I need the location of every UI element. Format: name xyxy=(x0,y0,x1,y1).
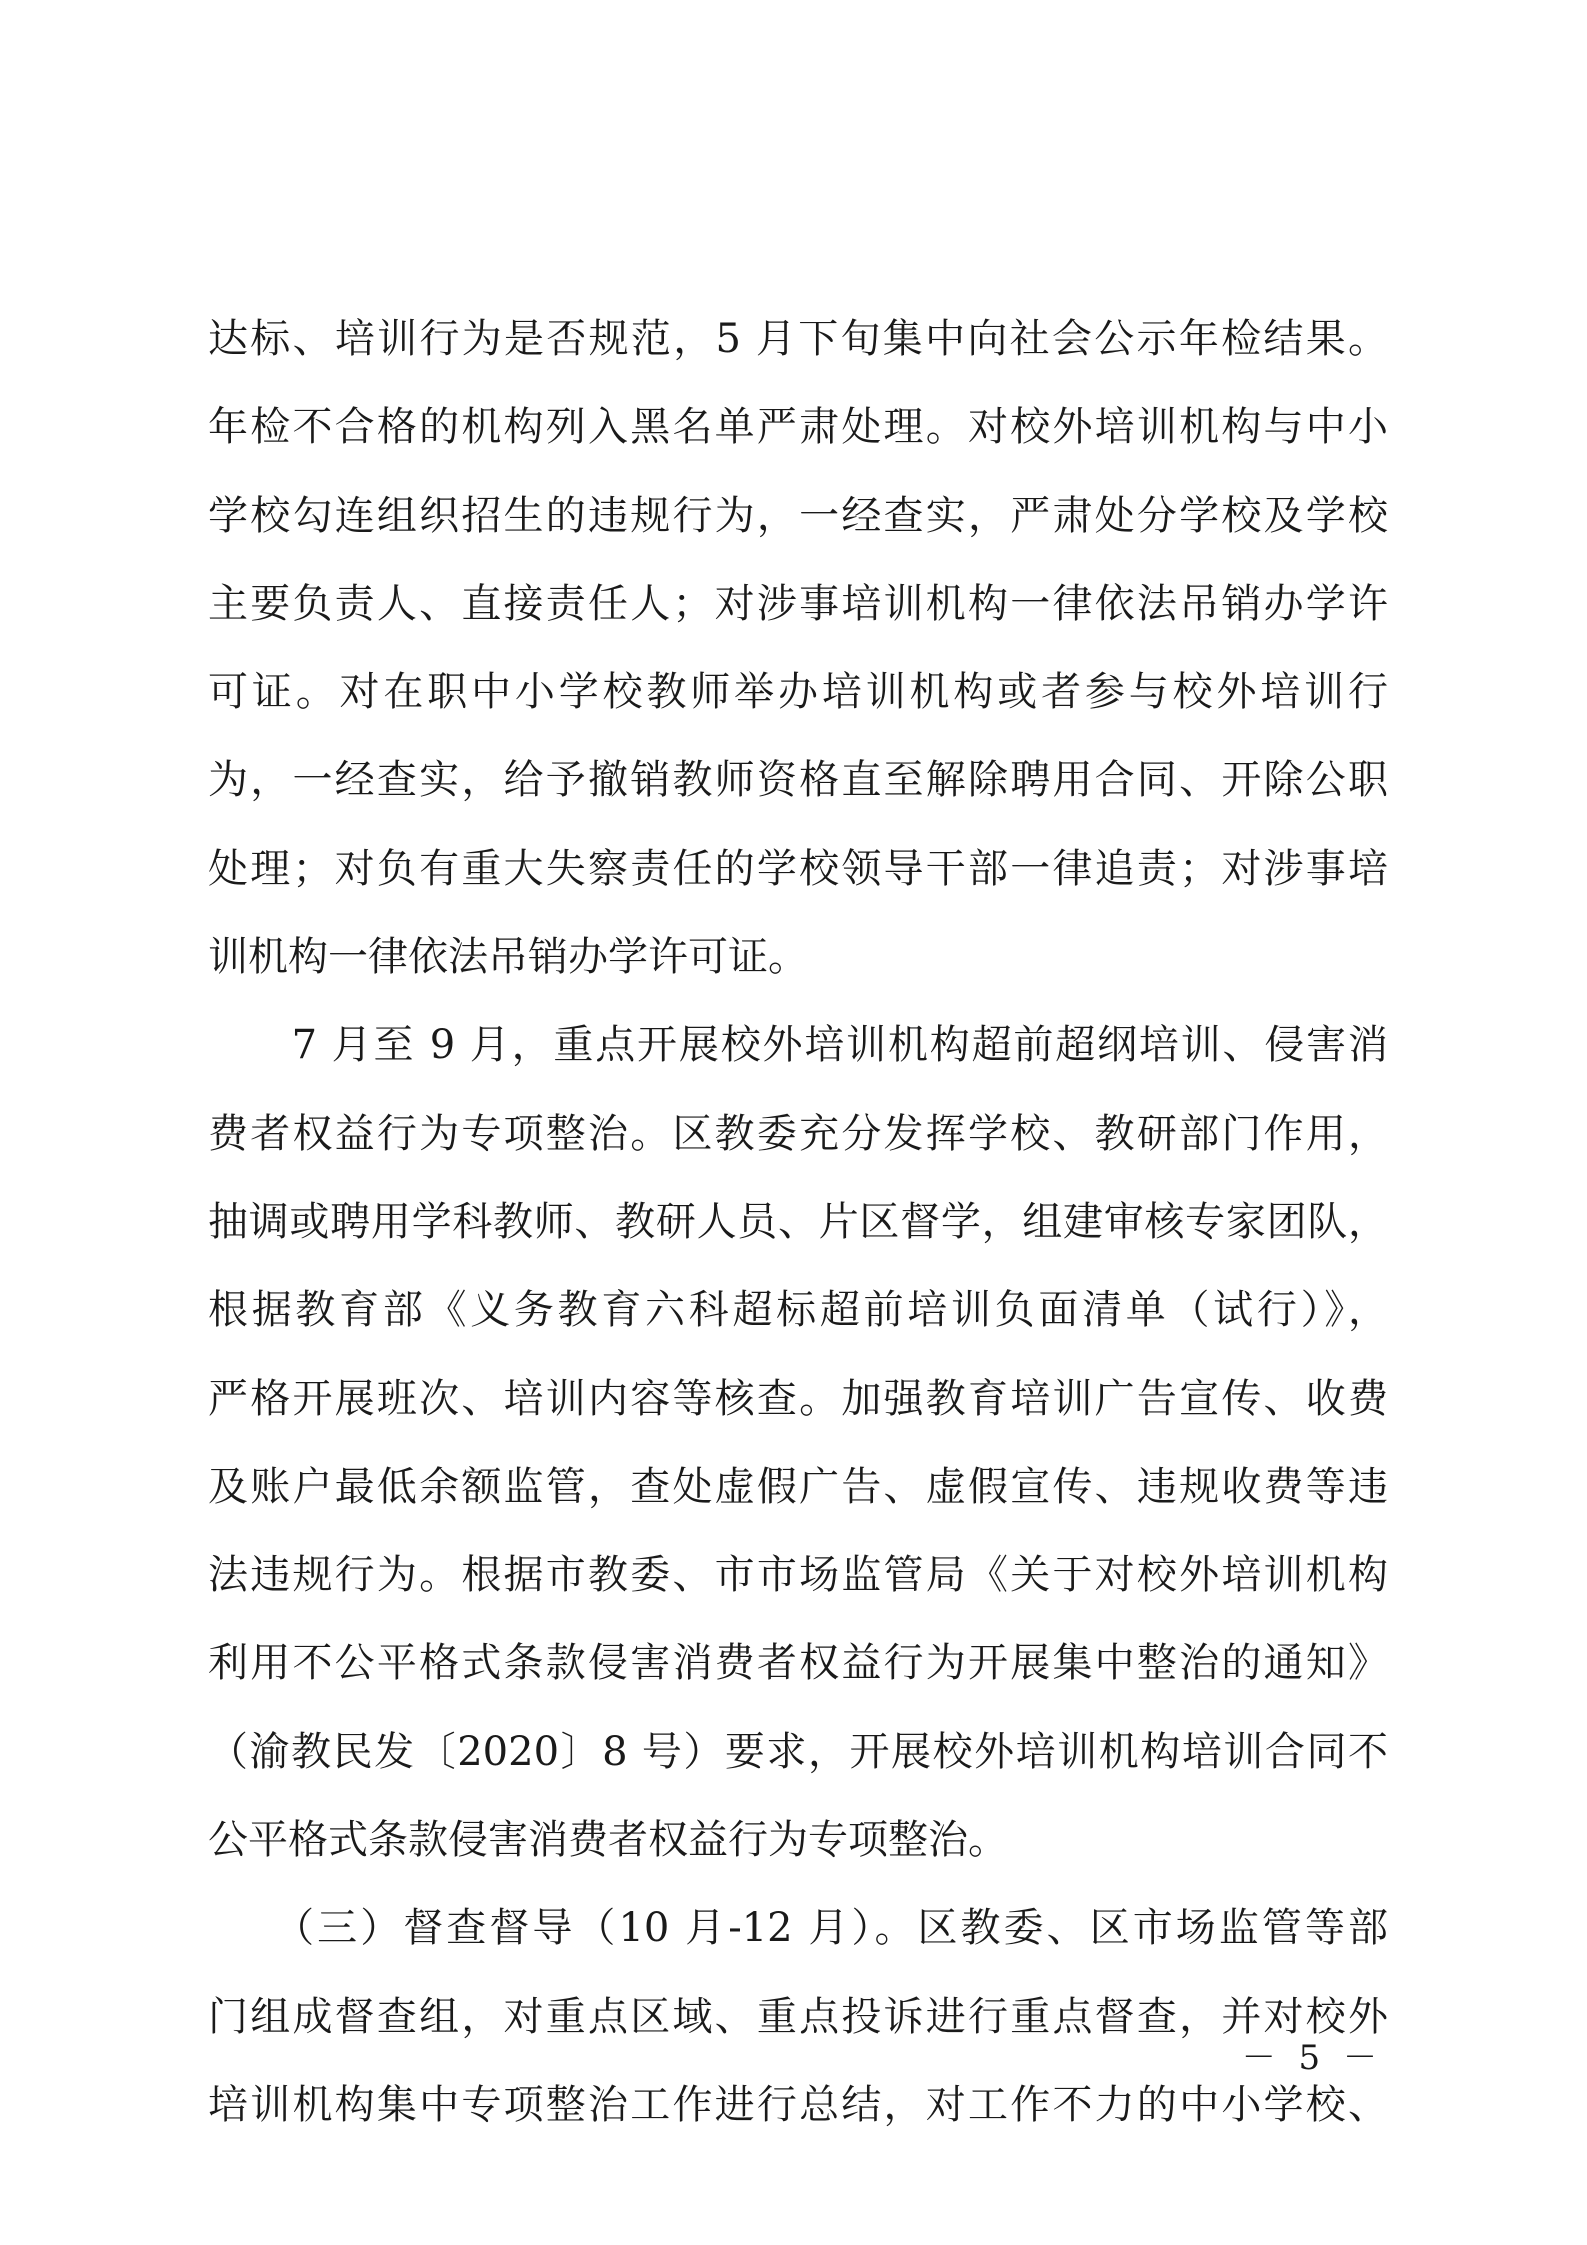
text-line: （三）督查督导（10 月-12 月）。区教委、区市场监管等部 xyxy=(208,1905,1388,1952)
text-line: 为，一经查实，给予撤销教师资格直至解除聘用合同、开除公职 xyxy=(208,757,1388,804)
text-line: 公平格式条款侵害消费者权益行为专项整治。 xyxy=(208,1817,1008,1864)
body-text xyxy=(208,295,1388,2149)
text-line: 培训机构集中专项整治工作进行总结，对工作不力的中小学校、 xyxy=(208,2081,1388,2128)
text-line: 7 月至 9 月，重点开展校外培训机构超前超纲培训、侵害消 xyxy=(208,1022,1388,1069)
text-line: 抽调或聘用学科教师、教研人员、片区督学，组建审核专家团队， xyxy=(208,1198,1388,1245)
text-line: 训机构一律依法吊销办学许可证。 xyxy=(208,934,808,981)
text-line: 门组成督查组，对重点区域、重点投诉进行重点督查，并对校外 xyxy=(208,1993,1388,2040)
text-line: 严格开展班次、培训内容等核查。加强教育培训广告宣传、收费 xyxy=(208,1375,1388,1422)
text-line: 根据教育部《义务教育六科超标超前培训负面清单（试行）》， xyxy=(208,1287,1388,1334)
text-line: 法违规行为。根据市教委、市市场监管局《关于对校外培训机构 xyxy=(208,1552,1388,1599)
text-line: 年检不合格的机构列入黑名单严肃处理。对校外培训机构与中小 xyxy=(208,404,1388,451)
text-line: 达标、培训行为是否规范，5 月下旬集中向社会公示年检结果。 xyxy=(208,316,1388,362)
text-line: 处理；对负有重大失察责任的学校领导干部一律追责；对涉事培 xyxy=(208,845,1388,892)
text-line: 可证。对在职中小学校教师举办培训机构或者参与校外培训行 xyxy=(208,669,1388,716)
text-line: 主要负责人、直接责任人；对涉事培训机构一律依法吊销办学许 xyxy=(208,580,1388,627)
text-line: （渝教民发〔2020〕8 号）要求，开展校外培训机构培训合同不 xyxy=(208,1728,1388,1775)
text-line: 及账户最低余额监管，查处虚假广告、虚假宣传、违规收费等违 xyxy=(208,1463,1388,1510)
text-line: 费者权益行为专项整治。区教委充分发挥学校、教研部门作用， xyxy=(208,1110,1388,1157)
text-line: 利用不公平格式条款侵害消费者权益行为开展集中整治的通知》 xyxy=(208,1640,1388,1687)
page-number: － 5 － xyxy=(1241,2038,1383,2078)
text-line: 学校勾连组织招生的违规行为，一经查实，严肃处分学校及学校 xyxy=(208,492,1388,539)
